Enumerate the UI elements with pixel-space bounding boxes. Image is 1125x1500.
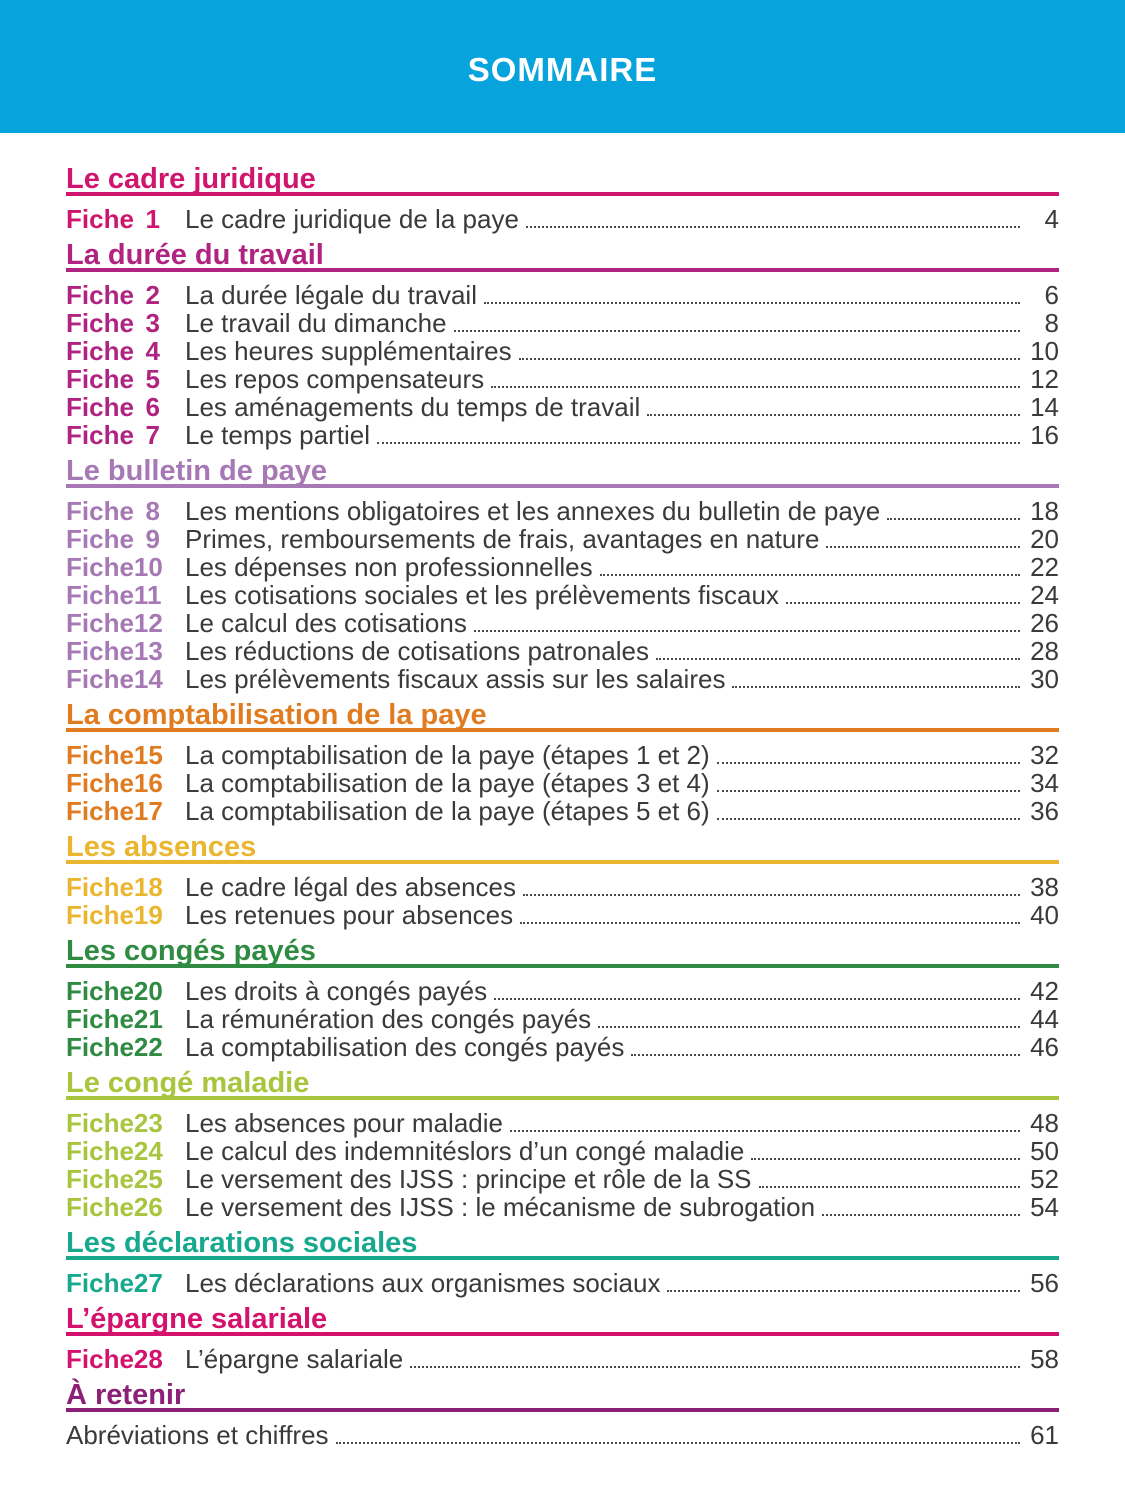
dotted-leader [474,630,1020,632]
fiche-label [66,580,160,611]
fiche-number: 10 [133,552,163,582]
dotted-leader [519,358,1020,360]
section-title: Le congé maladie [66,1067,310,1099]
fiche-label [66,900,163,931]
toc-entry [66,976,1059,1004]
fiche-label [66,636,163,667]
fiche-label [66,336,160,367]
fiche-number: 15 [133,740,163,770]
fiche-label [66,1108,163,1139]
section-title: Le cadre juridique [66,163,316,195]
toc-entry [66,204,1059,232]
toc-section [66,164,1059,232]
toc-entry [66,872,1059,900]
entry-title: La durée légale du travail [185,280,477,310]
fiche-word: Fiche [66,524,134,554]
entry-title: Les aménagements du temps de travail [185,392,641,422]
fiche-number: 1 [145,204,160,234]
header-banner [0,0,1125,133]
entry-title: Les heures supplémentaires [185,336,512,366]
entry-title: La comptabilisation de la paye (étapes 3 et 4) [185,768,710,798]
fiche-label [66,524,160,555]
entry-title: Les déclarations aux organismes sociaux [185,1268,661,1298]
toc-entry [66,768,1059,796]
fiche-word: Fiche [66,1192,134,1222]
section-entries [66,1344,1059,1372]
fiche-label [66,1004,163,1035]
fiche-word: Fiche [66,1344,134,1374]
fiche-label [66,1344,163,1375]
section-entries [66,872,1059,928]
fiche-word: Fiche [66,336,134,366]
fiche-word: Fiche [66,796,134,826]
entry-page-number: 38 [1030,872,1059,902]
section-title: Les absences [66,831,257,863]
entry-page-number: 36 [1030,796,1059,826]
entry-title: Les prélèvements fiscaux assis sur les salaires [185,664,726,694]
entry-page-number: 8 [1044,308,1059,338]
entry-title: Le versement des IJSS : le mécanisme de subrogation [185,1192,816,1222]
fiche-number: 8 [145,496,160,526]
fiche-number: 4 [145,336,160,366]
entry-page-number: 40 [1030,900,1059,930]
fiche-word: Fiche [66,740,134,770]
section-title: La comptabilisation de la paye [66,699,487,731]
section-entries [66,1420,1059,1448]
fiche-number: 6 [145,392,160,422]
fiche-label [66,608,163,639]
fiche-word: Fiche [66,664,134,694]
fiche-word: Fiche [66,1004,134,1034]
entry-title: Le calcul des indemnitéslors d’un congé maladie [185,1136,745,1166]
fiche-word: Fiche [66,1108,134,1138]
page-title: SOMMAIRE [467,50,658,88]
toc-section [66,700,1059,824]
entry-page-number: 6 [1044,280,1059,310]
dotted-leader [647,414,1020,416]
dotted-leader [523,894,1020,896]
dotted-leader [751,1158,1020,1160]
entry-title: Primes, remboursements de frais, avantages en nature [185,524,820,554]
fiche-word: Fiche [66,976,134,1006]
entry-title: Les droits à congés payés [185,976,488,1006]
fiche-number: 25 [133,1164,163,1194]
fiche-number: 22 [133,1032,163,1062]
toc-section [66,1380,1059,1448]
section-title: Les congés payés [66,935,316,967]
toc-section [66,240,1059,448]
entry-page-number: 12 [1030,364,1059,394]
entry-page-number: 56 [1030,1268,1059,1298]
section-title: À retenir [66,1379,186,1411]
toc-section [66,832,1059,928]
fiche-label [66,420,160,451]
entry-page-number: 4 [1044,204,1059,234]
dotted-leader [717,762,1020,764]
entry-title: Le cadre légal des absences [185,872,517,902]
fiche-label [66,872,163,903]
fiche-number: 21 [133,1004,163,1034]
toc-entry [66,1108,1059,1136]
fiche-word: Fiche [66,364,134,394]
dotted-leader [826,546,1020,548]
dotted-leader [598,1026,1020,1028]
entry-page-number: 28 [1030,636,1059,666]
dotted-leader [667,1290,1020,1292]
fiche-word: Fiche [66,308,134,338]
fiche-label [66,768,163,799]
entry-page-number: 48 [1030,1108,1059,1138]
fiche-word: Fiche [66,420,134,450]
entry-title: Le calcul des cotisations [185,608,467,638]
dotted-leader [454,330,1020,332]
entry-page-number: 24 [1030,580,1059,610]
entry-title: Les mentions obligatoires et les annexes du bulletin de paye [185,496,881,526]
fiche-number: 23 [133,1108,163,1138]
section-entries [66,280,1059,448]
dotted-leader [732,686,1020,688]
entry-title: Le cadre juridique de la paye [185,204,519,234]
entry-page-number: 18 [1030,496,1059,526]
fiche-word: Fiche [66,636,134,666]
entry-title: Les retenues pour absences [185,900,514,930]
fiche-number: 16 [133,768,163,798]
entry-page-number: 54 [1030,1192,1059,1222]
entry-title: La comptabilisation de la paye (étapes 5 et 6) [185,796,710,826]
toc-section [66,1228,1059,1296]
entry-page-number: 32 [1030,740,1059,770]
entry-page-number: 44 [1030,1004,1059,1034]
fiche-word: Fiche [66,280,134,310]
fiche-label [66,280,160,311]
toc-entry [66,280,1059,308]
fiche-label [66,1268,163,1299]
toc-entry [66,796,1059,824]
fiche-number: 27 [133,1268,163,1298]
toc-entry [66,552,1059,580]
dotted-leader [377,442,1020,444]
toc-section [66,456,1059,692]
fiche-number: 17 [133,796,163,826]
section-entries [66,1108,1059,1220]
toc-entry [66,496,1059,524]
fiche-number: 28 [133,1344,163,1374]
section-title: L’épargne salariale [66,1303,328,1335]
toc-entry [66,1032,1059,1060]
dotted-leader [887,518,1020,520]
entry-title: La comptabilisation de la paye (étapes 1 et 2) [185,740,710,770]
entry-page-number: 50 [1030,1136,1059,1166]
fiche-number: 14 [133,664,163,694]
entry-page-number: 34 [1030,768,1059,798]
fiche-label [66,1032,163,1063]
entry-title: Les repos compensateurs [185,364,485,394]
entry-page-number: 52 [1030,1164,1059,1194]
toc-section [66,1304,1059,1372]
section-entries [66,496,1059,692]
fiche-number: 7 [145,420,160,450]
fiche-label [66,552,163,583]
toc-entry [66,608,1059,636]
section-entries [66,740,1059,824]
entry-title: Les réductions de cotisations patronales [185,636,649,666]
entry-page-number: 61 [1030,1420,1059,1450]
fiche-label [66,204,160,235]
entry-title: Le temps partiel [185,420,370,450]
fiche-label [66,1192,163,1223]
dotted-leader [336,1442,1020,1444]
fiche-word: Fiche [66,900,134,930]
fiche-label [66,496,160,527]
toc [0,133,1125,1448]
dotted-leader [759,1186,1020,1188]
toc-entry [66,392,1059,420]
entry-page-number: 46 [1030,1032,1059,1062]
entry-title: Abréviations et chiffres [66,1420,329,1450]
dotted-leader [410,1366,1020,1368]
toc-entry [66,524,1059,552]
entry-title: Le versement des IJSS : principe et rôle de la SS [185,1164,752,1194]
fiche-label [66,364,160,395]
toc-entry [66,308,1059,336]
entry-page-number: 14 [1030,392,1059,422]
toc-entry [66,364,1059,392]
fiche-number: 24 [133,1136,163,1166]
toc-entry [66,740,1059,768]
fiche-label [66,664,163,695]
fiche-word: Fiche [66,580,134,610]
entry-title: Les cotisations sociales et les prélèvements fiscaux [185,580,779,610]
entry-page-number: 58 [1030,1344,1059,1374]
entry-page-number: 10 [1030,336,1059,366]
dotted-leader [526,226,1020,228]
fiche-label [66,796,163,827]
dotted-leader [717,818,1020,820]
toc-entry [66,900,1059,928]
dotted-leader [717,790,1020,792]
dotted-leader [822,1214,1020,1216]
toc-entry [66,1344,1059,1372]
fiche-number: 5 [145,364,160,394]
fiche-number: 20 [133,976,163,1006]
fiche-word: Fiche [66,392,134,422]
section-entries [66,976,1059,1060]
fiche-number: 26 [133,1192,163,1222]
entry-title: La rémunération des congés payés [185,1004,592,1034]
dotted-leader [656,658,1020,660]
fiche-number: 9 [145,524,160,554]
toc-entry [66,1136,1059,1164]
fiche-number: 11 [133,580,162,610]
toc-entry [66,580,1059,608]
section-title: La durée du travail [66,239,324,271]
fiche-number: 19 [133,900,163,930]
entry-title: Les absences pour maladie [185,1108,503,1138]
entry-title: L’épargne salariale [185,1344,404,1374]
toc-entry [66,336,1059,364]
section-entries [66,1268,1059,1296]
entry-title: Les dépenses non professionnelles [185,552,593,582]
section-title: Le bulletin de paye [66,455,328,487]
toc-entry [66,636,1059,664]
fiche-word: Fiche [66,552,134,582]
entry-page-number: 30 [1030,664,1059,694]
entry-title: Le travail du dimanche [185,308,447,338]
fiche-word: Fiche [66,768,134,798]
fiche-label [66,308,160,339]
fiche-number: 2 [145,280,160,310]
section-entries [66,204,1059,232]
section-title: Les déclarations sociales [66,1227,418,1259]
toc-section [66,936,1059,1060]
section-rule [66,1408,1059,1412]
dotted-leader [494,998,1020,1000]
toc-entry [66,1164,1059,1192]
fiche-number: 3 [145,308,160,338]
toc-entry [66,1420,1059,1448]
dotted-leader [484,302,1020,304]
fiche-number: 18 [133,872,163,902]
fiche-word: Fiche [66,1136,134,1166]
fiche-label [66,1136,163,1167]
fiche-word: Fiche [66,1164,134,1194]
fiche-word: Fiche [66,204,134,234]
toc-entry [66,664,1059,692]
toc-entry [66,1268,1059,1296]
fiche-label [66,1164,163,1195]
dotted-leader [491,386,1020,388]
dotted-leader [786,602,1020,604]
toc-section [66,1068,1059,1220]
dotted-leader [520,922,1020,924]
fiche-word: Fiche [66,1268,134,1298]
fiche-word: Fiche [66,496,134,526]
entry-page-number: 20 [1030,524,1059,554]
fiche-label [66,976,163,1007]
fiche-word: Fiche [66,1032,134,1062]
entry-page-number: 16 [1030,420,1059,450]
dotted-leader [510,1130,1020,1132]
fiche-number: 13 [133,636,163,666]
fiche-word: Fiche [66,608,134,638]
entry-title: La comptabilisation des congés payés [185,1032,625,1062]
entry-page-number: 26 [1030,608,1059,638]
toc-entry [66,1004,1059,1032]
fiche-label [66,392,160,423]
toc-entry [66,1192,1059,1220]
entry-page-number: 22 [1030,552,1059,582]
dotted-leader [631,1054,1020,1056]
fiche-number: 12 [133,608,163,638]
fiche-word: Fiche [66,872,134,902]
dotted-leader [600,574,1020,576]
toc-entry [66,420,1059,448]
entry-page-number: 42 [1030,976,1059,1006]
fiche-label [66,740,163,771]
